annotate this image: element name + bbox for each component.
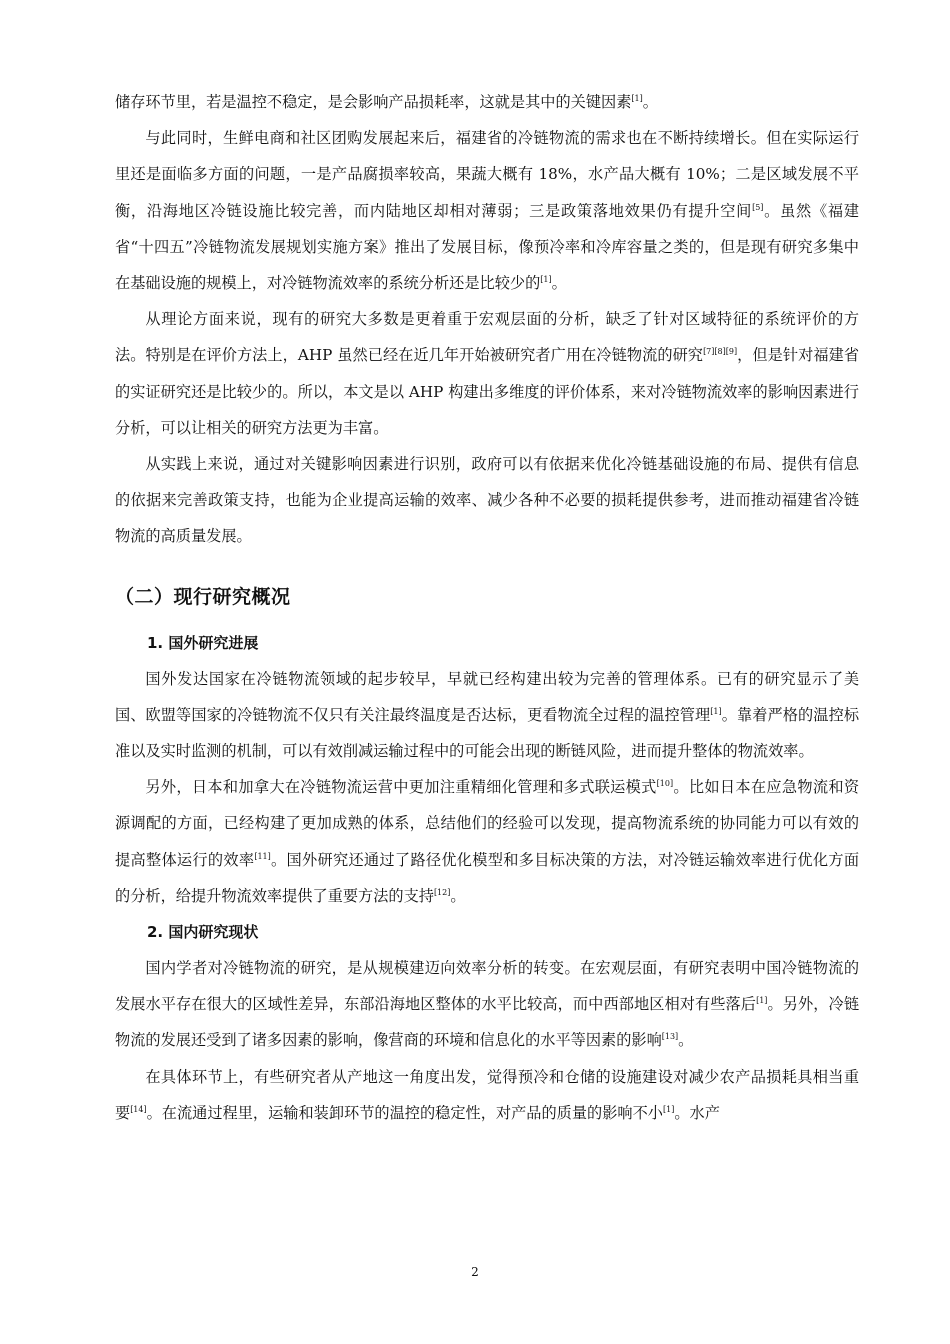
citation: [1] [710,706,722,716]
citation: [13] [661,1032,679,1042]
paragraph-text: 。在流通过程里，运输和装卸环节的温控的稳定性，对产品的质量的影响不小 [146,1103,663,1122]
paragraph-text: 在具体环节上，有些研究者从产地这一角度出发，觉得预冷和仓储的设施建设对减少农产品损耗具相当重要 [115,1067,859,1122]
paragraph-text: 。 [678,1031,694,1050]
paragraph-text: 国外发达国家在冷链物流领域的起步较早，早就已经构建出较为完善的管理体系。已有的研究显示了美国、欧盟等国家的冷链物流不仅只有关注最终温度是否达标，更看物流全过程的温控管理 [115,669,859,724]
paragraph-text: 。 [551,274,567,293]
paragraph-text: 。 [642,93,658,111]
citation: [7][8][9] [703,347,738,357]
subsection-heading-foreign: 1. 国外研究进展 [147,633,259,652]
paragraph-text: 与此同时，生鲜电商和社区团购发展起来后，福建省的冷链物流的需求也在不断持续增长。但在实际运行里还是面临多方面的问题，一是产品腐损率较高，果蔬大概有 18%，水产品大概有 10%；二是区域发展不平衡，沿海地区冷链设施比较完善，而内陆地区却相对薄弱；三是政策落地效果仍有提升空间 [115,129,859,220]
paragraph-foreign-1 [115,661,859,770]
paragraph-domestic-2 [115,1059,859,1131]
page-body [115,84,859,1131]
paragraph-text: 储存环节里，若是温控不稳定，是会影响产品损耗率，这就是其中的关键因素 [115,93,632,111]
paragraph-text: 。水产 [674,1103,720,1122]
paragraph-text: 国内学者对冷链物流的研究，是从规模建迈向效率分析的转变。在宏观层面，有研究表明中国冷链物流的发展水平存在很大的区域性差异，东部沿海地区整体的水平比较高，而中西部地区相对有些落后 [115,959,859,1014]
citation: [1] [756,996,768,1006]
paragraph-text: 。虽然《福建省“十四五”冷链物流发展规划实施方案》推出了发展目标，像预冷率和冷库容量之类的，但是现有研究多集中在基础设施的规模上，对冷链物流效率的系统分析还是比较少的 [115,201,860,293]
citation: [14] [130,1104,147,1114]
paragraph-domestic-1 [115,950,859,1059]
paragraph-demand [115,120,859,301]
paragraph-text: 。另外，冷链物流的发展还受到了诸多因素的影响，像营商的环境和信息化的水平等因素的影响 [115,995,860,1050]
paragraph-text: 。比如日本在应急物流和资源调配的方面，已经构建了更加成熟的体系，总结他们的经验可以发现，提高物流系统的协同能力可以有效的提高整体运行的效率 [115,778,860,869]
citation: [11] [254,851,271,861]
paragraph-storage [115,84,859,120]
citation: [10] [656,779,674,789]
citation: [1] [631,94,643,103]
citation: [12] [433,887,451,897]
section-gap [115,555,859,569]
paragraph-text: 。国外研究还通过了路径优化模型和多目标决策的方法，对冷链运输效率进行优化方面的分析，给提升物流效率提供了重要方法的支持 [115,850,860,905]
paragraph-text: 另外，日本和加拿大在冷链物流运营中更加注重精细化管理和多式联运模式 [145,778,657,797]
paragraph-foreign-2 [115,769,859,914]
paragraph-text: 从理论方面来说，现有的研究大多数是更着重于宏观层面的分析，缺乏了针对区域特征的系统评价的方法。特别是在评价方法上，AHP 虽然已经在近几年开始被研究者广用在冷链物流的研究 [115,310,859,365]
paragraph-practice: 从实践上来说，通过对关键影响因素进行识别，政府可以有依据来优化冷链基础设施的布局、提供有信息的依据来完善政策支持，也能为企业提高运输的效率、减少各种不必要的损耗提供参考，进而推动福建省冷链物流的高质量发展。 [115,455,859,546]
citation: [1] [540,275,552,285]
subsection-heading-domestic: 2. 国内研究现状 [147,923,259,942]
citation: [5] [752,202,764,212]
paragraph-text: 。靠着严格的温控标准以及实时监测的机制，可以有效削减运输过程中的可能会出现的断链风险，进而提升整体的物流效率。 [115,705,860,761]
citation: [1] [662,1104,675,1114]
section-heading: （二）现行研究概况 [115,585,291,608]
page-number: 2 [471,1265,479,1279]
paragraph-theory [115,301,859,446]
paragraph-text: ，但是针对福建省的实证研究还是比较少的。所以，本文是以 AHP 构建出多维度的评价体系，来对冷链物流效率的影响因素进行分析，可以让相关的研究方法更为丰富。 [115,346,860,437]
paragraph-text: 。 [450,886,466,905]
